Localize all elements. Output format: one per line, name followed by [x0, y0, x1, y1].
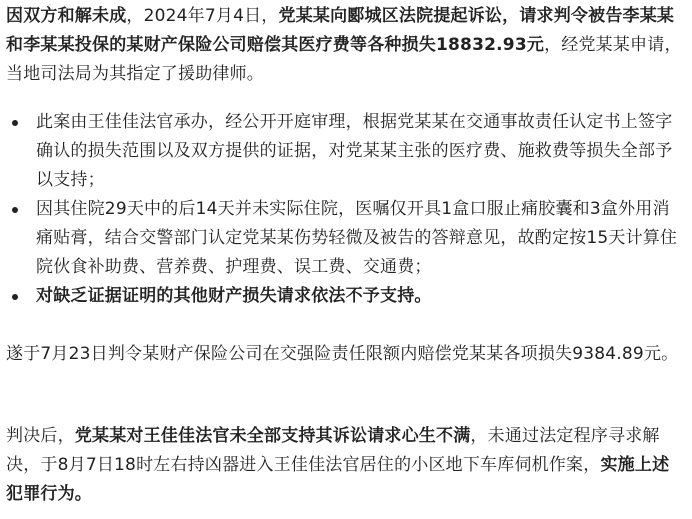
ruling-list — [6, 108, 686, 311]
list-item — [6, 195, 686, 282]
paragraph-lawsuit — [6, 2, 686, 89]
paragraph-judgment-text: 遂于7月23日判令某财产保险公司在交强险责任限额内赔偿党某某各项损失9384.89元。 — [6, 344, 679, 364]
paragraph-aftermath-detail: ，未通过法定程序寻求解决，于8月7日18时左右持凶器进入王佳佳法官居住的小区地下车库伺机作案， — [6, 426, 660, 475]
paragraph-lawsuit-tail: ，经党某某申请，当地司法局为其指定了援助律师。 — [6, 35, 682, 84]
paragraph-lawsuit-lead: 因双方和解未成 — [6, 6, 127, 26]
paragraph-judgment — [6, 340, 686, 369]
paragraph-aftermath-conclusion: 实施上述犯罪行为。 — [6, 455, 670, 504]
paragraph-aftermath — [6, 422, 686, 509]
paragraph-lawsuit-claim: 党某某向郾城区法院提起诉讼，请求判令被告李某某和李某某投保的某财产保险公司赔偿其医疗费等各种损失18832.93元 — [6, 6, 675, 55]
list-item — [6, 108, 686, 195]
paragraph-lawsuit-date: ，2024年7月4日， — [126, 6, 279, 26]
list-item — [6, 282, 686, 311]
paragraph-aftermath-lead: 判决后， — [6, 426, 75, 446]
bullet-icon — [12, 207, 18, 213]
paragraph-aftermath-grievance: 党某某对王佳佳法官未全部支持其诉讼请求心生不满 — [74, 426, 471, 446]
list-item-text: 对缺乏证据证明的其他财产损失请求依法不予支持。 — [36, 286, 432, 306]
bullet-icon — [12, 120, 18, 126]
list-item-text: 此案由王佳佳法官承办，经公开开庭审理，根据党某某在交通事故责任认定书上签字确认的损失范围以及双方提供的证据，对党某某主张的医疗费、施救费等损失全部予以支持； — [36, 112, 673, 190]
list-item-text: 因其住院29天中的后14天并未实际住院，医嘱仅开具1盒口服止痛胶囊和3盒外用消痛贴膏，结合交警部门认定党某某伤势轻微及被告的答辩意见，故酌定按15天计算住院伙食补助费、营养费、护理费、误工费、交通费； — [36, 199, 678, 277]
bullet-icon — [12, 294, 18, 300]
